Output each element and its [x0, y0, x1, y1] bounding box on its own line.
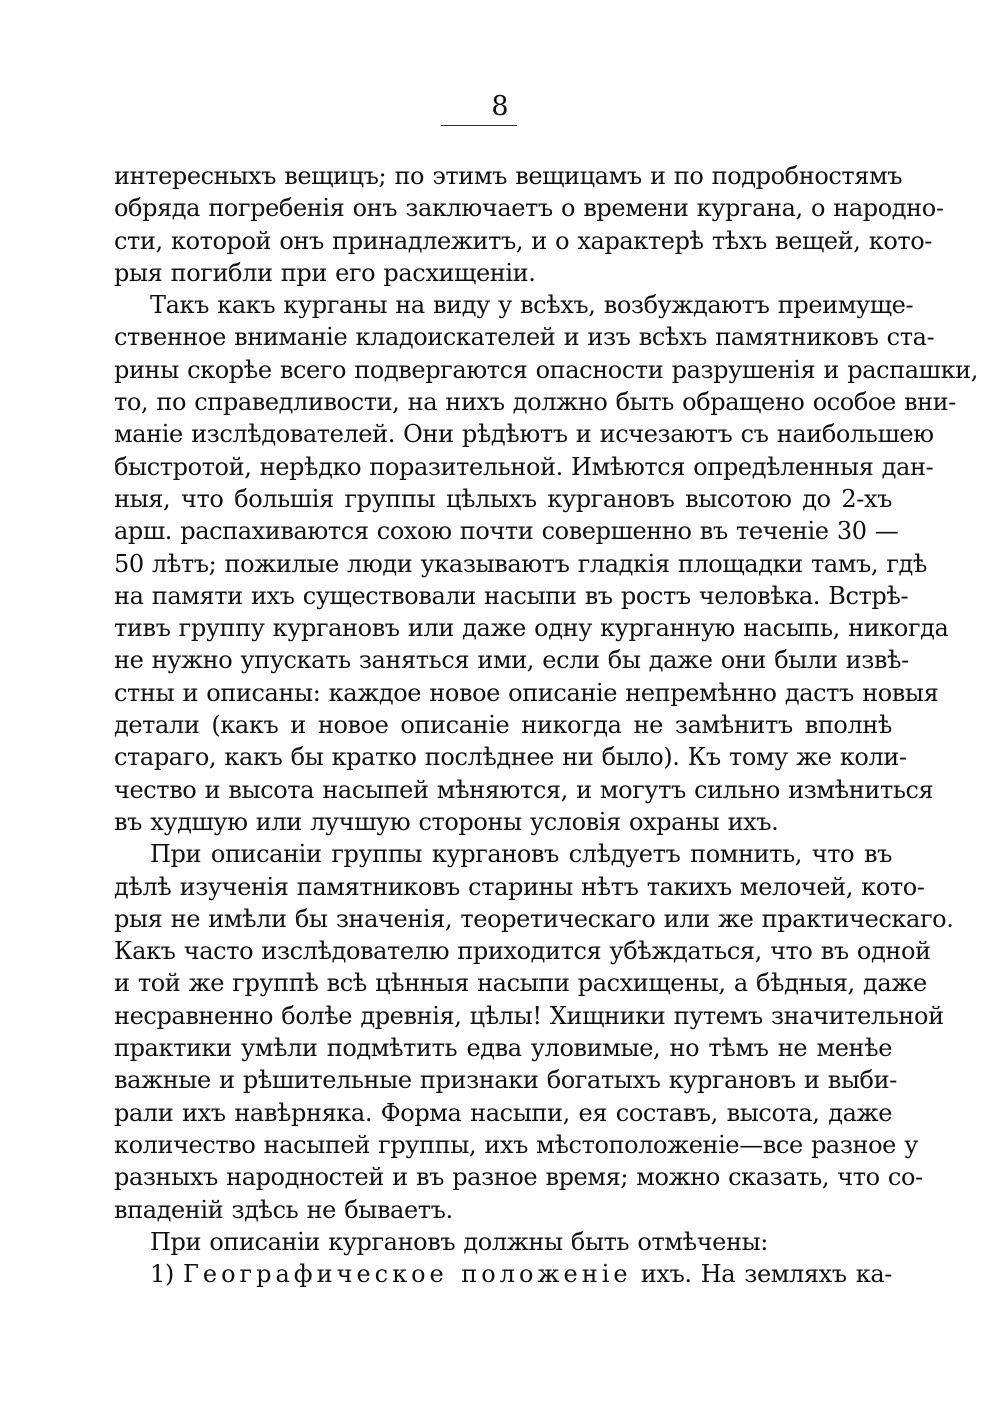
text-line: стны и описаны: каждое новое описаніе непремѣнно дастъ новыя	[114, 678, 939, 707]
list-item-number: 1)	[150, 1260, 174, 1289]
list-item-heading: Географическое положеніе	[183, 1260, 632, 1289]
list-item-text: ихъ. На земляхъ ка-	[640, 1260, 893, 1289]
text-line: ственное вниманіе кладоискателей и изъ всѣхъ памятниковъ ста-	[114, 323, 935, 352]
text-line: важные и рѣшительные признаки богатыхъ кургановъ и выби-	[114, 1066, 897, 1095]
text-line: впаденій здѣсь не бываетъ.	[114, 1195, 453, 1224]
text-line: сти, которой онъ принадлежитъ, и о характерѣ тѣхъ вещей, кото-	[114, 226, 933, 255]
page-number: 8	[491, 91, 509, 122]
text-line: Какъ часто изслѣдователю приходится убѣждаться, что въ одной	[114, 937, 931, 966]
text-line: то, по справедливости, на нихъ должно быть обращено особое вни-	[114, 388, 956, 417]
text-line: При описаніи группы кургановъ слѣдуетъ помнить, что въ	[150, 840, 892, 869]
page-number-rule	[441, 125, 517, 126]
text-line: интересныхъ вещицъ; по этимъ вещицамъ и по подробностямъ	[114, 162, 903, 190]
text-line: маніе изслѣдователей. Они рѣдѣютъ и исчезаютъ съ наибольшею	[114, 420, 934, 449]
text-line: количество насыпей группы, ихъ мѣстоположеніе—все разное у	[114, 1130, 918, 1159]
text-line: дѣлѣ изученія памятниковъ старины нѣтъ такихъ мелочей, кото-	[114, 872, 925, 901]
text-line: тивъ группу кургановъ или даже одну курганную насыпь, никогда	[114, 614, 949, 643]
text-line: стараго, какъ бы кратко послѣднее ни было). Къ тому же коли-	[114, 743, 907, 772]
text-line: рали ихъ навѣрняка. Форма насыпи, ея составъ, высота, даже	[114, 1098, 892, 1127]
text-line: практики умѣли подмѣтить едва уловимые, но тѣмъ не менѣе	[114, 1034, 892, 1063]
text-line: разныхъ народностей и въ разное время; можно сказать, что со-	[114, 1163, 923, 1192]
text-line: не нужно упускать заняться ими, если бы даже они были извѣ-	[114, 646, 909, 675]
text-line: рыя погибли при его расхищеніи.	[114, 258, 536, 287]
text-line: 50 лѣтъ; пожилые люди указываютъ гладкія площадки тамъ, гдѣ	[114, 549, 927, 578]
text-line: обряда погребенія онъ заключаетъ о времени кургана, о народно-	[114, 194, 944, 223]
text-line: несравненно болѣе древнія, цѣлы! Хищники путемъ значительной	[114, 1001, 944, 1030]
text-line: и той же группѣ всѣ цѣнныя насыпи расхищены, а бѣдныя, даже	[114, 969, 927, 998]
text-line: на памяти ихъ существовали насыпи въ ростъ человѣка. Встрѣ-	[114, 581, 909, 610]
text-line: При описаніи кургановъ должны быть отмѣчены:	[150, 1227, 768, 1256]
page-text	[114, 160, 978, 1290]
text-line: чество и высота насыпей мѣняются, и могутъ сильно измѣниться	[114, 775, 934, 804]
text-line: въ худшую или лучшую стороны условія охраны ихъ.	[114, 807, 779, 836]
text-line: Такъ какъ курганы на виду у всѣхъ, возбуждаютъ преимуще-	[150, 291, 914, 320]
text-line: арш. распахиваются сохою почти совершенно въ теченіе 30 —	[114, 517, 899, 546]
text-line: детали (какъ и новое описаніе никогда не замѣнитъ вполнѣ	[114, 711, 892, 740]
text-line: быстротой, нерѣдко поразительной. Имѣются опредѣленныя дан-	[114, 452, 934, 481]
text-line: ныя, что большія группы цѣлыхъ кургановъ высотою до 2-хъ	[114, 484, 892, 513]
list-item-1	[114, 1258, 892, 1290]
text-line: рыя не имѣли бы значенія, теоретическаго или же практическаго.	[114, 904, 954, 933]
text-line: рины скорѣе всего подвергаются опасности разрушенія и распашки,	[114, 355, 978, 384]
